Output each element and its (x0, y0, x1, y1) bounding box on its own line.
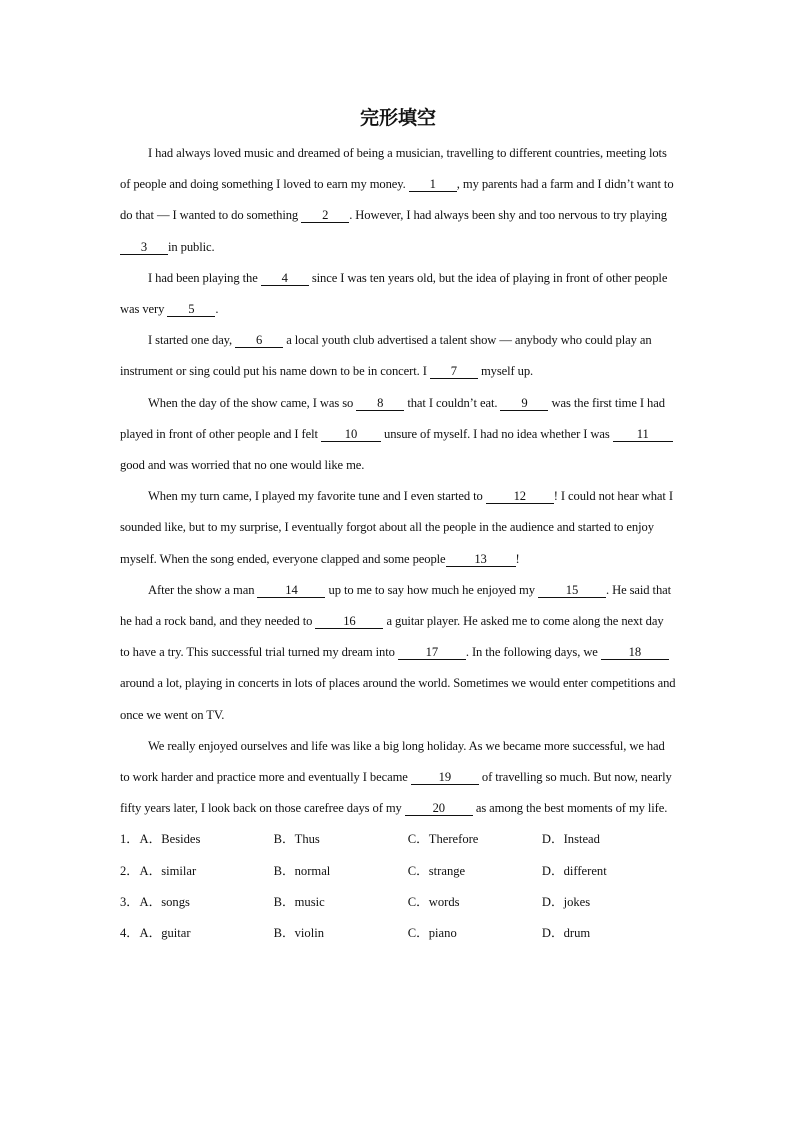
passage-text: . In the following days, we (465, 645, 601, 660)
passage-text: . He said that he had a rock band, and they needed to (120, 582, 672, 629)
passage-text: When my turn came, I played my favorite tune and I even started to (148, 489, 486, 504)
question-number: 2． (120, 863, 139, 878)
passage-paragraph (120, 388, 676, 482)
passage-text: that I couldn’t eat. (404, 395, 501, 410)
passage-paragraph (120, 731, 676, 825)
answer-choice: A．similar (139, 863, 197, 878)
page-title: 完形填空 (359, 107, 436, 129)
blank-3: 3 (120, 240, 168, 255)
answer-choice: C．Therefore (407, 832, 479, 847)
blank-1: 1 (409, 177, 457, 192)
blank-6: 6 (235, 333, 283, 348)
blank-14: 14 (257, 583, 325, 598)
passage-text: . However, I had always been shy and too nervous to try playing (349, 208, 667, 223)
answer-choice: A．guitar (139, 926, 191, 941)
blank-8: 8 (356, 396, 404, 411)
blank-10: 10 (321, 427, 381, 442)
passage-text: good and was worried that no one would like me. (120, 458, 365, 473)
answer-choice: D．different (541, 863, 607, 878)
passage-paragraph (120, 481, 676, 575)
passage-text: , my parents had a farm and I didn’t want to do that — I wanted to do something (120, 177, 674, 223)
option-row (120, 918, 676, 949)
passage-text: I had been playing the (148, 270, 261, 285)
passage-text: ! (515, 551, 520, 566)
answer-choice: B．normal (273, 863, 331, 878)
passage-text: unsure of myself. I had no idea whether I was (380, 426, 613, 441)
answer-choice: D．drum (541, 926, 591, 941)
answer-choice: C．strange (407, 863, 466, 878)
blank-7: 7 (430, 364, 478, 379)
blank-12: 12 (486, 489, 554, 504)
answer-choice: D．jokes (541, 894, 591, 909)
answer-choice: B．violin (273, 926, 325, 941)
blank-17: 17 (398, 645, 466, 660)
option-row (120, 856, 676, 887)
passage-paragraph (120, 263, 676, 325)
passage-text: up to me to say how much he enjoyed my (325, 582, 538, 597)
question-number: 1． (120, 832, 139, 847)
blank-20: 20 (405, 801, 473, 816)
blank-5: 5 (167, 302, 215, 317)
document-page (120, 100, 676, 949)
passage-text: I started one day, (148, 333, 236, 348)
answer-choice: B．music (273, 894, 325, 909)
blank-9: 9 (500, 396, 548, 411)
passage-paragraph (120, 138, 676, 263)
answer-choice: A．songs (139, 894, 190, 909)
passage-text: since I was ten years old, but the idea of playing in front of other people was very (120, 270, 668, 317)
question-number: 3． (120, 894, 139, 909)
cloze-passage (120, 138, 676, 824)
passage-text: myself up. (477, 364, 534, 379)
answer-choice: D．Instead (541, 832, 600, 847)
blank-4: 4 (261, 271, 309, 286)
option-row (120, 824, 676, 855)
blank-15: 15 (538, 583, 606, 598)
passage-text: When the day of the show came, I was so (148, 395, 357, 410)
passage-text: was the first time I had played in front of other people and I felt (120, 395, 665, 441)
passage-text: After the show a man (148, 582, 258, 597)
blank-16: 16 (315, 614, 383, 629)
blank-18: 18 (601, 645, 669, 660)
question-number: 4． (120, 926, 139, 941)
passage-text: as among the best moments of my life. (472, 801, 668, 816)
answer-options (120, 824, 676, 949)
passage-text: a guitar player. He asked me to come along the next day to have a try. This successful trial turned my dream into (120, 614, 664, 660)
answer-choice: B．Thus (273, 832, 320, 847)
blank-2: 2 (301, 208, 349, 223)
blank-19: 19 (411, 770, 479, 785)
option-row (120, 887, 676, 918)
passage-paragraph (120, 575, 676, 731)
answer-choice: C．piano (407, 926, 457, 941)
passage-paragraph (120, 325, 676, 387)
passage-text: around a lot, playing in concerts in lots of places around the world. Sometimes we would enter competitions and once we went on TV. (120, 676, 676, 722)
passage-text: of travelling so much. But now, nearly fifty years later, I look back on those carefree days of my (120, 770, 672, 816)
passage-text: I had always loved music and dreamed of being a musician, travelling to different countries, meeting lots of people and doing something I loved to earn my money. (120, 146, 667, 192)
blank-11: 11 (613, 427, 673, 442)
passage-text: a local youth club advertised a talent show — anybody who could play an instrument or sing could put his name down to be in concert. I (120, 333, 652, 379)
passage-text: We really enjoyed ourselves and life was like a big long holiday. As we became more successful, we had to work harder and practice more and eventually I became (120, 738, 665, 785)
answer-choice: A．Besides (139, 832, 201, 847)
answer-choice: C．words (407, 894, 460, 909)
passage-text: . (215, 302, 219, 317)
passage-text: ! I could not hear what I sounded like, but to my surprise, I eventually forgot about all the people in the audience and started to enjoy myself. When the song ended, everyone clapped and some people (120, 489, 673, 566)
passage-text: in public. (168, 239, 215, 254)
blank-13: 13 (446, 552, 516, 567)
